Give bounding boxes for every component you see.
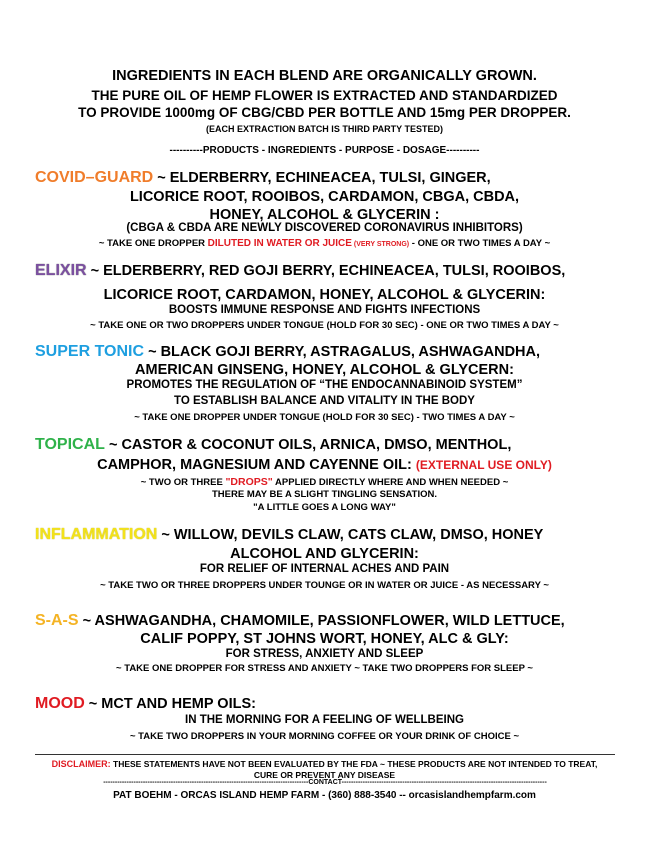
inflammation-dosage: ~ TAKE TWO OR THREE DROPPERS UNDER TOUNGE OR IN WATER OR JUICE - AS NECESSARY ~ [100,580,549,591]
header-line-2: THE PURE OIL OF HEMP FLOWER IS EXTRACTED AND STANDARDIZED [91,88,558,103]
sas-name: S-A-S [35,612,79,629]
header-line-1: INGREDIENTS IN EACH BLEND ARE ORGANICALLY GROWN. [112,68,537,84]
elixir-dosage: ~ TAKE ONE OR TWO DROPPERS UNDER TONGUE (HOLD FOR 30 SEC) - ONE OR TWO TIMES A DAY ~ [90,320,559,331]
inflammation-name: INFLAMMATION [35,526,158,543]
topical-dosage-2: THERE MAY BE A SLIGHT TINGLING SENSATION. [211,489,438,500]
external-use-warning: (EXTERNAL USE ONLY) [415,458,552,472]
topical-ingredients-2: CAMPHOR, MAGNESIUM AND CAYENNE OIL: (EXTERNAL USE ONLY) [97,457,552,473]
tonic-ingredients-2: AMERICAN GINSENG, HONEY, ALCOHOL & GLYCERN: [135,362,514,378]
super-tonic-name: SUPER TONIC [35,343,145,360]
covid-purpose: (CBGA & CBDA ARE NEWLY DISCOVERED CORONAVIRUS INHIBITORS) [126,222,523,234]
sas-purpose: FOR STRESS, ANXIETY AND SLEEP [225,648,424,660]
topical-name: TOPICAL [35,436,105,453]
mood-dosage: ~ TAKE TWO DROPPERS IN YOUR MORNING COFFEE OR YOUR DRINK OF CHOICE ~ [129,731,519,742]
sas-dosage: ~ TAKE ONE DROPPER FOR STRESS AND ANXIETY ~ TAKE TWO DROPPERS FOR SLEEP ~ [116,663,533,674]
header-line-4: (EACH EXTRACTION BATCH IS THIRD PARTY TESTED) [205,124,443,134]
disclaimer-line-1: DISCLAIMER: THESE STATEMENTS HAVE NOT BEEN EVALUATED BY THE FDA ~ THESE PRODUCTS ARE NOT INTENDED TO TREAT, [51,759,598,769]
tonic-dosage: ~ TAKE ONE DROPPER UNDER TONGUE (HOLD FOR 30 SEC) - TWO TIMES A DAY ~ [134,412,515,423]
covid-ingredients-3: HONEY, ALCOHOL & GLYCERIN : [209,207,440,223]
inflammation-ingredients-2: ALCOHOL AND GLYCERIN: [230,546,419,562]
covid-dosage: ~ TAKE ONE DROPPER DILUTED IN WATER OR JUICE (VERY STRONG) - ONE OR TWO TIMES A DAY ~ [98,238,551,249]
topical-dosage-1: ~ TWO OR THREE "DROPS" APPLIED DIRECTLY WHERE AND WHEN NEEDED ~ [140,476,509,488]
sas-ingredients-1: S-A-S ~ ASHWAGANDHA, CHAMOMILE, PASSIONFLOWER, WILD LETTUCE, [35,612,565,629]
tonic-purpose-2: TO ESTABLISH BALANCE AND VITALITY IN THE BODY [174,395,475,407]
covid-ingredients-2: LICORICE ROOT, ROOIBOS, CARDAMON, CBGA, CBDA, [129,189,520,205]
elixir-ingredients-2: LICORICE ROOT, CARDAMON, HONEY, ALCOHOL & GLYCERIN: [103,287,546,303]
elixir-purpose: BOOSTS IMMUNE RESPONSE AND FIGHTS INFECTIONS [168,304,481,316]
inflammation-purpose: FOR RELIEF OF INTERNAL ACHES AND PAIN [199,563,450,575]
header-line-3: TO PROVIDE 1000mg OF CBG/CBD PER BOTTLE AND 15mg PER DROPPER. [78,105,571,120]
footer-divider [35,754,615,755]
tonic-ingredients-1: SUPER TONIC ~ BLACK GOJI BERRY, ASTRAGALUS, ASHWAGANDHA, [35,343,541,360]
contact-line: PAT BOEHM - ORCAS ISLAND HEMP FARM - (360) 888-3540 -- orcasislandhempfarm.com [113,790,536,801]
mood-ingredients-1: MOOD ~ MCT AND HEMP OILS: [35,695,256,712]
topical-dosage-3: "A LITTLE GOES A LONG WAY" [253,502,396,513]
elixir-name: ELIXIR [35,262,87,279]
mood-name: MOOD [35,695,85,712]
inflammation-ingredients-1: INFLAMMATION ~ WILLOW, DEVILS CLAW, CATS CLAW, DMSO, HONEY [35,526,544,543]
mood-purpose: IN THE MORNING FOR A FEELING OF WELLBEING [185,714,464,726]
tonic-purpose-1: PROMOTES THE REGULATION OF “THE ENDOCANNABINOID SYSTEM” [126,379,523,391]
columns-header: ----------PRODUCTS - INGREDIENTS - PURPOSE - DOSAGE---------- [169,145,480,156]
sas-ingredients-2: CALIF POPPY, ST JOHNS WORT, HONEY, ALC & GLY: [140,631,509,647]
disclaimer-line-2: CURE OR PREVENT ANY DISEASE [253,770,396,780]
contact-divider: ----------------------------------------------------------------------------------------CONTACT---------------------------------------------------------------------------------------- [103,779,547,786]
elixir-ingredients-1: ELIXIR ~ ELDERBERRY, RED GOJI BERRY, ECHINEACEA, TULSI, ROOIBOS, [35,262,566,279]
covid-ingredients-1: COVID–GUARD ~ ELDERBERRY, ECHINEACEA, TULSI, GINGER, [35,169,491,186]
covid-guard-name: COVID–GUARD [35,169,154,186]
topical-ingredients-1: TOPICAL ~ CASTOR & COCONUT OILS, ARNICA, DMSO, MENTHOL, [35,436,512,453]
